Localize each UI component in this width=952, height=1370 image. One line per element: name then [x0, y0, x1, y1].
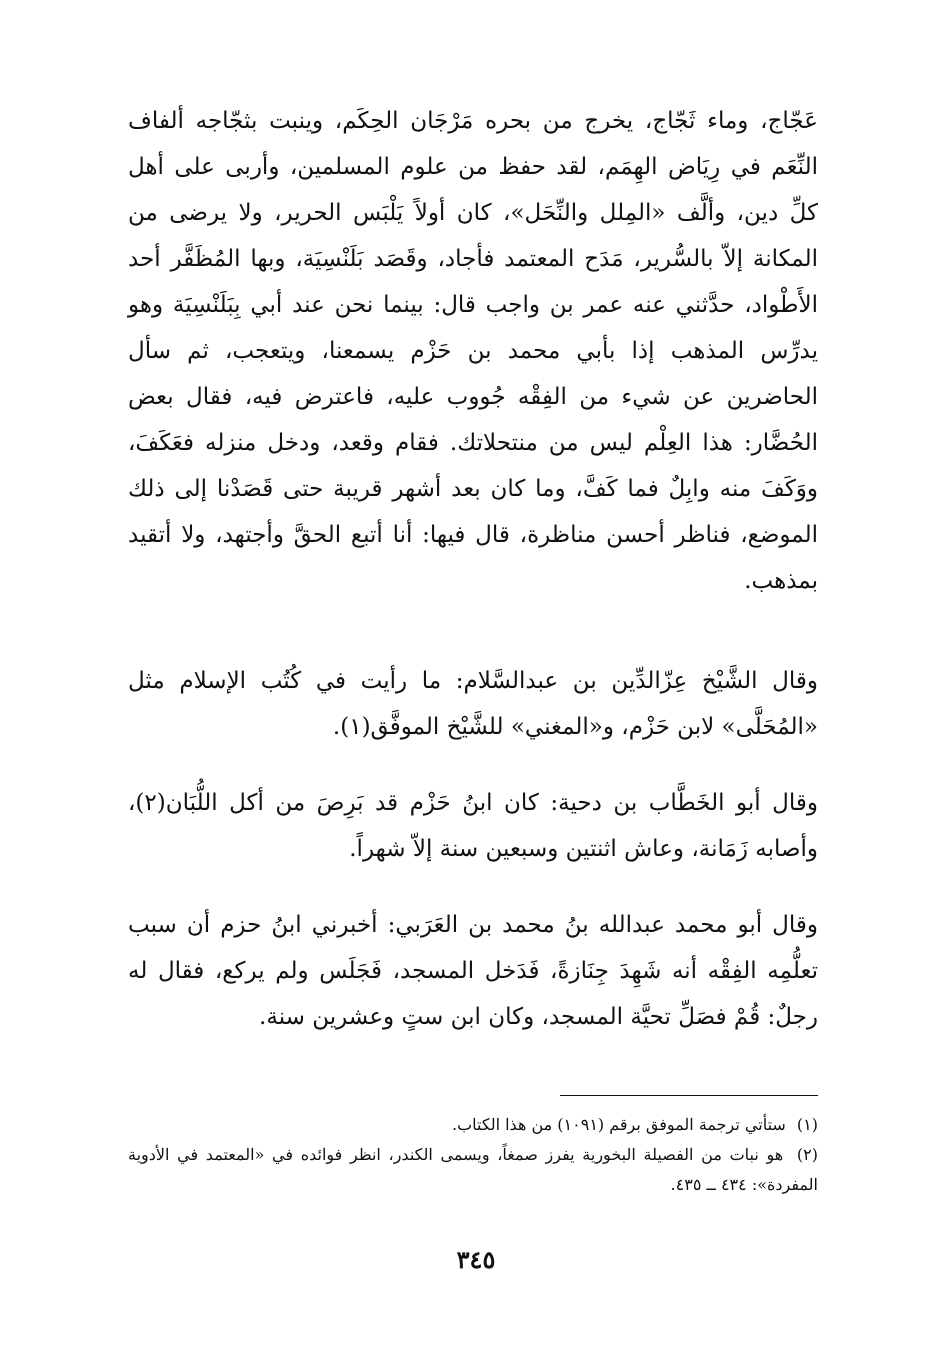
- footnote-number: (٢): [796, 1145, 818, 1164]
- footnote: [128, 1140, 818, 1200]
- footnotes: [128, 1110, 818, 1200]
- footnote-separator: [560, 1095, 818, 1096]
- body-paragraph: وقال أبو محمد عبدالله بنُ محمد بن العَرَبي: أخبرني ابنُ حزم أن سبب تعلُّمِه الفِقْه أنه شَهِدَ جِنَازةً، فَدَخل المسجد، فَجَلَس ولم يركع، فقال له رجلٌ: قُمْ فصَلِّ تحيَّة المسجد، وكان ابن ستٍ وعشرين سنة.: [128, 912, 818, 1030]
- page-number: ٣٤٥: [456, 1245, 496, 1274]
- footnote: [128, 1110, 818, 1140]
- body-paragraph: وقال أبو الخَطَّاب بن دحية: كان ابنُ حَزْم قد بَرِصَ من أكل اللُّبَان(٢)، وأصابه زَمَانة، وعاش اثنتين وسبعين سنة إلاّ شهراً.: [128, 790, 818, 862]
- footnote-text: هو نبات من الفصيلة البخورية يفرز صمغاً، ويسمى الكندر، انظر فوائده في «المعتمد في الأدوية المفردة»: ٤٣٤ ــ ٤٣٥.: [128, 1145, 818, 1194]
- footnote-number: (١): [796, 1115, 818, 1134]
- body-paragraph: عَجّاج، وماء ثَجّاج، يخرج من بحره مَرْجَان الحِكَم، وينبت بثجّاجه ألفاف النِّعَم في رِيَاض الهِمَم، لقد حفظ من علوم المسلمين، وأربى على أهل كلِّ دين، وألَّف «المِلل والنِّحَل»، كان أولاً يَلْبَس الحرير، ولا يرضى من المكانة إلاّ بالسُّرير، مَدَح المعتمد فأجاد، وقَصَد بَلَنْسِيَة، وبها المُظَفَّر أحد الأَطْواد، حدَّثني عنه عمر بن واجب قال: بينما نحن عند أبي بِبَلَنْسِيَة وهو يدرِّس المذهب إذا بأبي محمد بن حَزْم يسمعنا، ويتعجب، ثم سأل الحاضرين عن شيء من الفِقْه جُووب عليه، فاعترض فيه، فقال بعض الحُضَّار: هذا العِلْم ليس من منتحلاتك. فقام وقعد، ودخل منزله فعَكَفَ، ووَكَفَ منه وابِلٌ فما كَفَّ، وما كان بعد أشهر قريبة حتى قَصَدْنا إلى ذلك الموضع، فناظر أحسن مناظرة، قال فيها: أنا أتبع الحقَّ وأجتهد، ولا أتقيد بمذهب.: [128, 108, 818, 594]
- body-paragraph: وقال الشَّيْخ عِزّالدِّين بن عبدالسَّلام: ما رأيت في كُتُب الإسلام مثل «المُحَلَّى» لابن حَزْم، و«المغني» للشَّيْخ الموفَّق(١).: [128, 668, 818, 740]
- footnote-text: ستأتي ترجمة الموفق برقم (١٠٩١) من هذا الكتاب.: [452, 1115, 786, 1134]
